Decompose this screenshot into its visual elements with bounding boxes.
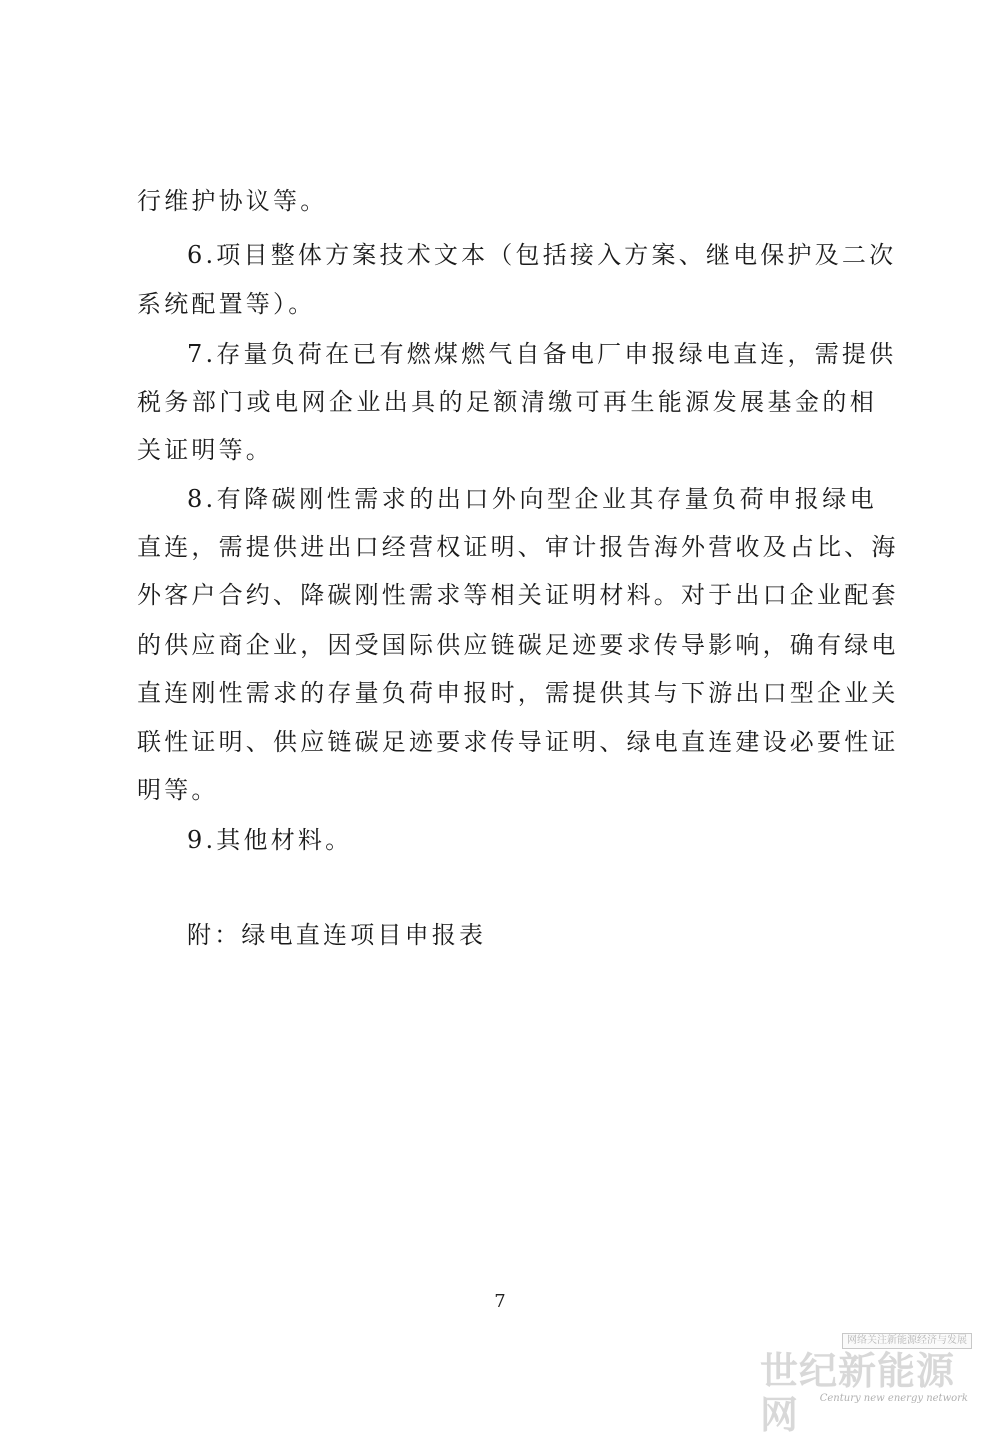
item-7-line-3: 关证明等。 bbox=[137, 436, 273, 464]
watermark-logo-text: 世纪新能源网 bbox=[760, 1348, 956, 1437]
item-8-line-7: 明等。 bbox=[137, 776, 219, 804]
item-8-line-1: 8.有降碳刚性需求的出口外向型企业其存量负荷申报绿电 bbox=[187, 485, 877, 513]
site-watermark bbox=[760, 1333, 992, 1437]
item-7-line-1: 7.存量负荷在已有燃煤燃气自备电厂申报绿电直连，需提供 bbox=[187, 340, 897, 368]
item-8-line-4: 的供应商企业，因受国际供应链碳足迹要求传导影响，确有绿电 bbox=[137, 631, 899, 659]
text-line-1: 行维护协议等。 bbox=[137, 187, 328, 215]
item-8-line-3: 外客户合约、降碳刚性需求等相关证明材料。对于出口企业配套 bbox=[137, 581, 899, 609]
watermark-slogan: 网络关注新能源经济与发展 bbox=[842, 1333, 972, 1349]
item-8-line-6: 联性证明、供应链碳足迹要求传导证明、绿电直连建设必要性证 bbox=[137, 728, 899, 756]
watermark-english: Century new energy network bbox=[819, 1393, 968, 1404]
item-8-line-2: 直连，需提供进出口经营权证明、审计报告海外营收及占比、海 bbox=[137, 533, 899, 561]
item-7-line-2: 税务部门或电网企业出具的足额清缴可再生能源发展基金的相 bbox=[137, 388, 877, 416]
page-number: 7 bbox=[494, 1291, 506, 1312]
item-6-line-1: 6.项目整体方案技术文本（包括接入方案、继电保护及二次 bbox=[187, 241, 897, 269]
attachment-line: 附：绿电直连项目申报表 bbox=[187, 921, 487, 949]
item-8-line-5: 直连刚性需求的存量负荷申报时，需提供其与下游出口型企业关 bbox=[137, 679, 899, 707]
item-9-line: 9.其他材料。 bbox=[187, 826, 353, 854]
item-6-line-2: 系统配置等）。 bbox=[137, 290, 316, 318]
